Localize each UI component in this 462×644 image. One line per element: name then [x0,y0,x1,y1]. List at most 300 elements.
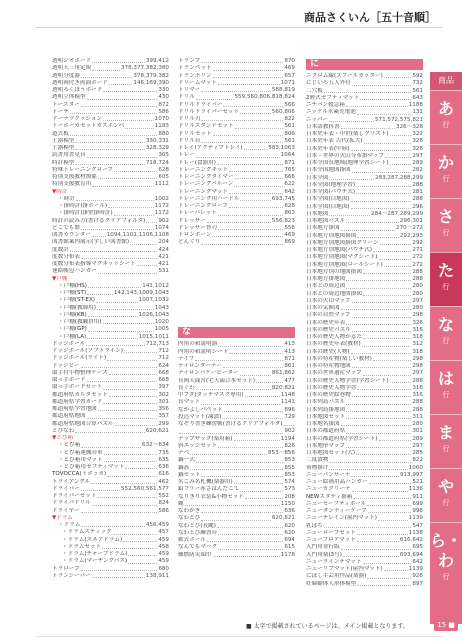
index-entry [306,392,423,399]
index-entry [306,124,423,131]
entry-name: 妊婦婦体人形体模型 [306,580,357,587]
index-entry [306,182,423,189]
entry-name: ・戸棚(ST-EX) [58,297,95,304]
index-entry [52,421,169,428]
index-entry [178,479,295,486]
entry-pages: 822 [412,457,423,464]
entry-name: ドライバー [52,485,80,492]
entry-pages: 330,331 [145,137,169,144]
entry-name: 土器模型 [52,145,75,151]
entry-pages: 869 [284,239,295,246]
index-entry [52,486,169,493]
index-entry [306,421,423,428]
entry-pages: 765 [284,166,295,173]
leader-dots [244,149,268,150]
entry-name: トランシーバー [52,572,91,579]
entry-name: トレーニングタイマー [178,174,234,180]
entry-name: 日本・世界の火山分布掛マップ [306,152,385,159]
entry-name: 透明ジオボード [52,58,92,64]
index-entry [178,436,295,443]
leader-dots [190,454,267,455]
leader-dots [201,404,280,405]
index-entry [306,88,423,95]
index-entry [306,385,423,392]
entry-name: 二度漬物 [306,457,329,464]
leader-dots [245,396,280,397]
index-entry [52,225,169,232]
index-entry [306,465,423,472]
entry-name: 鍋蓋 [178,464,190,471]
entry-name: トロンボーン [178,232,212,238]
leader-dots [363,338,411,339]
entry-pages: 531 [158,268,169,275]
index-entry [306,494,423,501]
leader-dots [201,520,270,521]
entry-name: 日本地方別地図(マグシート) [306,254,378,261]
entry-pages: 421 [158,253,169,260]
leader-dots [107,360,157,361]
entry-name: ・戸棚(LA) [58,333,87,340]
index-entry [178,378,295,385]
index-column-1 [52,58,169,580]
index-entry [52,181,169,188]
entry-name: 日本の特産物地図 [306,363,351,369]
entry-name: ドレッサー [178,217,206,224]
kana-section-heading: に [306,59,423,70]
index-entry [52,392,169,399]
leader-dots [229,171,283,172]
leader-dots [75,432,144,433]
index-entry [306,436,423,443]
entry-pages: 288 [412,268,423,275]
entry-name: トレー(食器用) [178,159,216,166]
kana-tab-sub: 行 [442,337,450,345]
leader-dots [346,418,411,419]
index-entry [52,65,169,72]
leader-dots [179,433,283,434]
entry-pages: 1007,1032 [138,297,169,304]
entry-name: 透明両付き両面ボード [52,79,108,86]
index-entry [178,530,295,537]
index-column-3 [306,58,423,588]
entry-name: ドライヤー [52,507,80,514]
leader-dots [240,200,270,201]
leader-dots [81,106,158,107]
entry-pages: 326〜328 [396,123,423,130]
entry-name: 透明分度器 [52,72,80,79]
leader-dots [341,425,412,426]
entry-name: 道式板 [52,130,69,137]
index-entry [178,94,295,101]
entry-name: 都道府県地図 [52,413,86,420]
index-entry [178,443,295,450]
entry-pages: 870 [284,58,295,64]
index-entry [52,232,169,239]
leader-dots [109,374,158,375]
entry-name: ドリルセット [178,130,212,137]
index-entry [52,399,169,406]
entry-name: トーホーカセットガスボンベ [52,123,125,130]
leader-dots [373,251,411,252]
leader-dots [114,215,154,216]
leader-dots [103,323,154,324]
entry-pages: 561 [284,137,295,144]
leader-dots [81,258,157,259]
leader-dots [201,244,283,245]
entry-name: トレー [178,152,195,159]
leader-dots [88,287,141,288]
leader-dots [103,389,157,390]
entry-pages: 632〜634 [142,442,169,449]
leader-dots [234,440,280,441]
leader-dots [367,505,411,506]
kana-tab-2[interactable] [430,198,462,252]
entry-name: ・ドラム(マーチングバス) [62,558,128,565]
entry-name: ドッジボール [52,340,86,347]
entry-name: 図書カウンター [52,232,91,238]
entry-name: ドライバドリル [52,500,91,507]
entry-name: ニューリブマット(屋内マット) [306,566,383,572]
index-entry [52,239,169,246]
entry-name: 日本全図 [306,174,329,181]
leader-dots [196,99,234,100]
kana-tab-sub: 行 [442,573,450,581]
leader-dots [104,454,158,455]
page-number: 15 ■ [434,619,458,631]
leader-dots [346,404,411,405]
index-entry [178,181,295,188]
entry-pages: 316 [412,384,423,391]
kana-tab-4[interactable] [430,306,462,360]
index-spacer [178,290,295,297]
entry-name: 日本の特産物(楽しい教材) [306,355,372,362]
index-entry [306,428,423,435]
entry-name: 日本の歴史人物かるた [306,334,362,340]
leader-dots [128,563,157,564]
index-entry [178,123,295,130]
entry-name: トレーニングロープ [178,203,228,209]
entry-name: ・戸棚(KB) [58,311,87,318]
index-entry [306,298,423,305]
entry-pages: 880 [158,130,169,137]
entry-name: ニューバンサーナ [306,471,351,478]
entry-name: トライアングル [52,478,91,485]
entry-pages: 732 [412,80,423,87]
entry-pages: 561 [284,123,295,130]
entry-pages: 413 [284,341,295,348]
entry-pages: 586 [158,108,169,115]
index-entry [306,320,423,327]
kana-tab-1[interactable] [430,144,462,198]
entry-name: なわとび練習台 [178,529,218,536]
leader-dots [201,120,283,121]
index-entry [306,515,423,522]
entry-pages: 299 [158,420,169,427]
leader-dots [240,375,271,376]
entry-name: 日本全図(地理学習) [306,181,356,188]
leader-dots [98,178,158,179]
index-entry [52,508,169,515]
entry-pages: 680 [158,565,169,572]
index-entry [52,58,169,65]
entry-pages: 311 [412,413,423,420]
entry-name: 荷物掛け [306,464,329,471]
index-category [52,515,169,522]
index-entry [52,384,169,391]
index-column-2 [178,58,295,559]
leader-dots [229,353,283,354]
entry-pages: 1060 [408,464,423,471]
entry-name: TOVOCCA(トボッカ) [52,471,107,478]
entry-name: 日本の都道府県(学習シート) [306,435,378,442]
kana-tab-8[interactable] [430,522,462,581]
index-entry [52,450,169,457]
entry-pages: 712 [158,355,169,362]
entry-name: 日本との周辺図 [306,283,346,290]
index-entry [306,131,423,138]
index-entry [52,428,169,435]
entry-name: 日本の火山マップ [306,297,351,304]
leader-dots [352,85,412,86]
leader-dots [352,491,408,492]
entry-name: 縄 [178,500,184,507]
entry-pages: 822 [284,116,295,122]
entry-pages: 1183 [154,123,169,130]
leader-dots [363,295,411,296]
leader-dots [390,135,412,136]
entry-pages: 521 [412,479,423,485]
index-entry [52,522,169,529]
index-spacer [178,268,295,275]
index-entry [178,196,295,203]
entry-name: 日本地方別地図(ロールシート) [306,261,383,268]
entry-pages: 302 [158,391,169,398]
entry-name: トリマー [178,87,201,93]
leader-dots [380,244,412,245]
index-entry [178,341,295,348]
entry-name: ドリルスタンドセット [178,123,234,130]
entry-pages: 413 [284,348,295,355]
kana-tab-5[interactable] [430,360,462,414]
entry-pages: 288 [412,276,423,282]
leader-dots [363,375,412,376]
entry-pages: 459 [158,536,169,543]
leader-dots [229,193,283,194]
index-entry [178,65,295,72]
entry-name: 日本全図(パウチ式) [306,189,356,195]
leader-dots [240,491,283,492]
leader-dots [329,215,370,216]
entry-pages: 694 [284,537,295,543]
kana-tab-7[interactable] [430,468,462,522]
index-entry [306,530,423,537]
entry-pages: 1074 [154,224,169,231]
leader-dots [234,186,283,187]
index-entry [178,356,295,363]
kana-tab-label: や [437,477,454,496]
entry-name: 時計模型 [52,159,75,166]
leader-dots [379,259,412,260]
entry-name: ドレッサー替刃 [178,224,218,231]
entry-pages: 326 [412,145,423,152]
entry-name: 特別支援教材関係 [52,174,97,180]
entry-pages: 298 [412,355,423,362]
index-entry [178,370,295,377]
index-entry [306,334,423,341]
kana-tab-0[interactable] [430,90,462,144]
index-entry [306,305,423,312]
entry-name: 日本の歴史人物学習 [306,384,357,391]
leader-dots [356,193,411,194]
entry-name: 日本の世界遺産マップ [306,370,362,377]
kana-tab-label: ま [437,423,454,442]
index-entry [52,551,169,558]
index-entry [178,508,295,515]
index-entry [306,566,423,573]
index-entry [306,443,423,450]
entry-name: 日本の歴史(人物) [306,348,350,355]
entry-name: 名ごみ名札機(楽器用) [178,479,233,485]
entry-pages: 911 [412,493,423,500]
kana-tab-3[interactable] [430,252,462,306]
leader-dots [346,411,411,412]
entry-pages: 270〜272 [396,225,423,232]
index-entry [178,363,295,370]
kana-tab-sub: 行 [442,283,450,291]
entry-pages: 1139 [408,566,423,572]
kana-tab-sub: 行 [442,499,450,507]
leader-dots [240,113,271,114]
entry-name: ・戸棚(教職員用) [58,319,102,325]
entry-name: 日本の都道府県 [306,428,346,435]
entry-pages: 1188 [408,102,423,108]
index-entry [306,117,423,124]
index-entry [306,378,423,385]
entry-name: 日本史年表 古代(拡大) [306,138,363,145]
entry-pages: 712,713 [145,340,169,347]
index-entry [306,240,423,247]
entry-pages: 457 [158,529,169,536]
index-entry [178,167,295,174]
leader-dots [346,288,411,289]
entry-name: ナップザック(楽用箱) [178,435,233,442]
entry-pages: 861,862 [271,370,295,377]
entry-name: 取手付小物整理ケース [52,369,108,376]
entry-name: 特殊トレーニングロープ [52,166,114,173]
index-entry [52,210,169,217]
index-spacer [178,247,295,254]
index-entry [52,566,169,573]
entry-name: トレーニングマット [178,188,229,195]
index-entry [178,109,295,116]
entry-pages: 330 [158,87,169,93]
entry-name: 土器模型 [52,137,75,144]
entry-pages: 298 [412,312,423,319]
entry-pages: 1172 [154,210,169,217]
entry-name: ドッジビー [52,362,80,369]
index-entry [306,175,423,182]
leader-dots [103,403,157,404]
entry-name: 日本の自然マップ [306,312,351,319]
entry-name: 日本全図(白地図) [306,196,350,203]
leader-dots [346,280,411,281]
index-entry [52,297,169,304]
leader-dots [329,179,374,180]
leader-dots [356,454,411,455]
leader-dots [190,469,283,470]
index-entry [52,290,169,297]
entry-pages: 855 [284,464,295,471]
leader-dots [81,526,145,527]
leader-dots [357,389,411,390]
leader-dots [128,555,157,556]
entry-name: ・とび箱 [58,442,81,449]
index-entry [306,138,423,145]
leader-dots [103,120,154,121]
leader-dots [201,476,283,477]
kana-tab-6[interactable] [430,414,462,468]
leader-dots [352,367,412,368]
index-entry [306,189,423,196]
entry-pages: 289 [412,435,423,442]
entry-name: なかよしパペット [178,406,223,413]
entry-name: にじいろ五人外符 [306,80,351,87]
index-entry [52,529,169,536]
entry-name: ドリルドライバーセット [178,108,240,115]
leader-dots [213,556,280,557]
entry-name: 度数分布表指導マグネットシート [52,261,136,267]
entry-name: ドッジボール(ソフトライン) [52,348,123,354]
index-entry [306,233,423,240]
entry-pages: 871 [284,159,295,166]
entry-pages: 636 [284,508,295,514]
index-entry [52,109,169,116]
index-entry [306,269,423,276]
leader-dots [124,352,157,353]
entry-name: 日本全国地図掛図 [306,167,351,174]
entry-name: ・ドラムスティック [62,529,112,536]
entry-pages: 305 [158,152,169,159]
entry-name: 長マット [178,399,201,406]
entry-pages: 1194 [280,435,295,442]
leader-dots [75,164,144,165]
entry-name: 都道府県カルタセット [52,391,108,398]
index-entry [178,203,295,210]
entry-pages: 729 [284,413,295,420]
index-entry [306,254,423,261]
leader-dots [346,433,411,434]
entry-name: ・とび箱運搬台車 [58,449,103,456]
index-entry [52,348,169,355]
entry-name: ・ドラム [58,522,81,528]
entry-name: 軟式ボール [178,537,206,543]
entry-pages: 996 [412,508,423,514]
leader-dots [353,498,411,499]
index-entry [178,102,295,109]
entry-name: どんぐり [178,239,201,246]
entry-name: トースター [52,101,80,108]
leader-dots [81,77,132,78]
index-entry [178,138,295,145]
leader-dots [70,113,158,114]
entry-pages: 556 [284,224,295,231]
entry-name: 日本の歴史人物学習(学習シート) [306,377,389,384]
index-entry [52,370,169,377]
leader-dots [351,150,412,151]
entry-pages: 208 [284,493,295,500]
leader-dots [217,527,283,528]
entry-name: ドリル台 [178,137,201,144]
